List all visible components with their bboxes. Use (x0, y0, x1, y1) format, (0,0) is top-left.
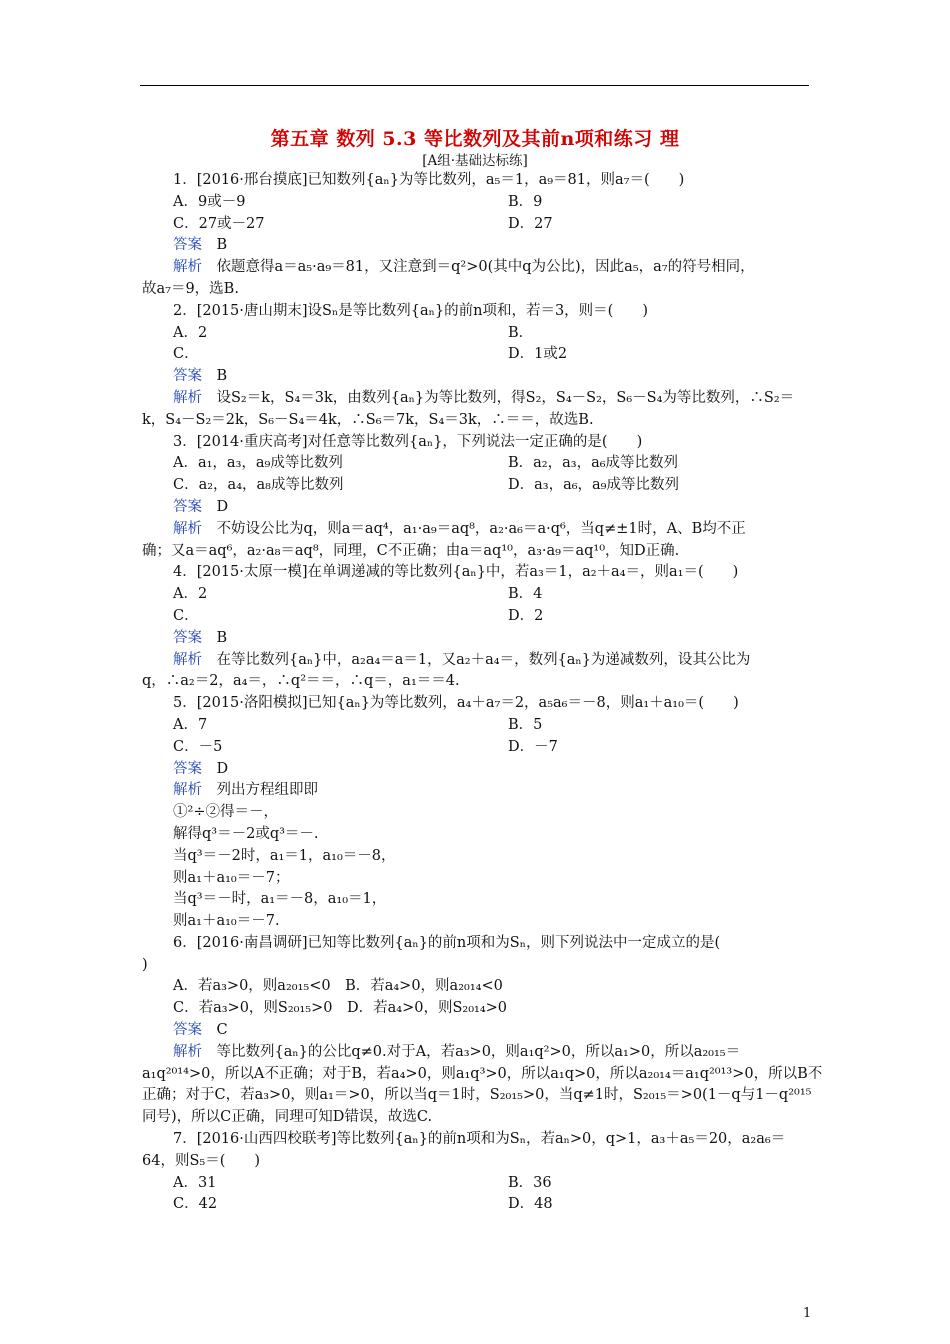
question-line (142, 693, 809, 715)
line-text: 故a₇＝9，选B. (142, 280, 239, 297)
line-text: 在等比数列{aₙ}中，a₂a₄＝a＝1，又a₂＋a₄＝，数列{aₙ}为递减数列，设其公比为 (202, 651, 751, 668)
text-line (142, 802, 809, 824)
answer-line (142, 497, 809, 519)
text-line (142, 279, 809, 301)
option-right: D．－7 (508, 738, 558, 755)
explanation-line (142, 519, 809, 541)
option-left: C． (173, 346, 199, 363)
answer-line (142, 759, 809, 781)
line-text: k，S₄－S₂＝2k，S₆－S₄＝4k，∴S₆＝7k，S₄＝3k，∴＝＝，故选B. (142, 411, 594, 428)
line-text: 则a₁＋a₁₀＝－7； (173, 869, 290, 886)
line-text: 正确；对于C，若a₃>0，则a₁＝>0，所以当q＝1时，S₂₀₁₅>0，当q≠1时，S₂₀₁₅＝>0(1－q与1－q²⁰¹⁵ (142, 1087, 812, 1104)
line-text: B (202, 237, 228, 254)
line-text: ①²÷②得＝－， (173, 804, 278, 821)
answer-label: 答案 (173, 629, 202, 646)
question-line (142, 1129, 809, 1151)
line-text: 3．[2014·重庆高考]对任意等比数列{aₙ}，下列说法一定正确的是( ) (173, 433, 643, 450)
line-text: 4．[2015·太原一模]在单调递减的等比数列{aₙ}中，若a₃＝1，a₂＋a₄＝，则a₁＝( ) (173, 564, 739, 581)
text-line (142, 955, 809, 977)
option-row (142, 1194, 809, 1216)
option-right: B．a₂，a₃，a₆成等比数列 (508, 455, 679, 472)
line-text: 列出方程组即即 (202, 782, 318, 799)
option-row (142, 584, 809, 606)
option-left: C．42 (173, 1196, 218, 1213)
text-line (142, 824, 809, 846)
text-line (142, 410, 809, 432)
line-text: 依题意得a＝a₅·a₉＝81，又注意到＝q²>0(其中q为公比)，因此a₅，a₇的符号相同， (202, 259, 755, 276)
text-line (142, 889, 809, 911)
option-right: B．9 (508, 193, 543, 210)
option-right: D．2 (508, 607, 544, 624)
page-title: 第五章 数列 5.3 等比数列及其前n项和练习 理 (270, 128, 680, 150)
line-text: 5．[2015·洛阳模拟]已知{aₙ}为等比数列，a₄＋a₇＝2，a₅a₆＝－8，则a₁＋a₁₀＝( ) (173, 695, 739, 712)
line-text: ) (142, 956, 148, 973)
line-text: 不妨设公比为q，则a＝aq⁴，a₁·a₉＝aq⁸，a₂·a₆＝a·q⁶，当q≠±1时，A、B均不正 (202, 520, 746, 537)
text-line (142, 671, 809, 693)
answer-label: 答案 (173, 498, 202, 515)
option-left: C．－5 (173, 738, 223, 755)
line-text: q，∴a₂＝2，a₄＝，∴q²＝＝，∴q＝，a₁＝＝4. (142, 673, 460, 690)
line-text: B (202, 629, 228, 646)
answer-label: 答案 (173, 1022, 202, 1039)
line-text: a₁q²⁰¹⁴>0，所以A不正确；对于B，若a₄>0，则a₁q³>0，所以a₁q>0，所以a₂₀₁₄＝a₁q²⁰¹³>0，所以B不 (142, 1065, 823, 1082)
question-line (142, 562, 809, 584)
line-text: 则a₁＋a₁₀＝－7. (173, 913, 280, 930)
option-left: A．2 (173, 324, 208, 341)
line-text: D (202, 498, 229, 515)
option-right: D．1或2 (508, 346, 568, 363)
question-line (142, 933, 809, 955)
option-row (142, 323, 809, 345)
explanation-line (142, 388, 809, 410)
option-row (142, 475, 809, 497)
line-text: A．若a₃>0，则a₂₀₁₅<0 B．若a₄>0，则a₂₀₁₄<0 (173, 978, 503, 995)
option-right: D．a₃，a₆，a₉成等比数列 (508, 477, 679, 494)
answer-line (142, 628, 809, 650)
option-right: D．27 (508, 215, 553, 232)
explanation-label: 解析 (173, 259, 202, 276)
text-line (142, 1085, 812, 1107)
explanation-line (142, 780, 809, 802)
answer-label: 答案 (173, 760, 202, 777)
line-text: 2．[2015·唐山期末]设Sₙ是等比数列{aₙ}的前n项和，若＝3，则＝( ) (173, 302, 649, 319)
line-text: 64，则S₅＝( ) (142, 1152, 261, 1169)
explanation-label: 解析 (173, 782, 202, 799)
line-text: 解得q³＝－2或q³＝－. (173, 825, 319, 842)
text-line (142, 1151, 809, 1173)
option-right: B． (508, 324, 534, 341)
option-right: B．36 (508, 1174, 552, 1191)
answer-label: 答案 (173, 237, 202, 254)
option-row (142, 214, 809, 236)
text-line (142, 868, 809, 890)
answer-line (142, 366, 809, 388)
option-left: A．7 (173, 716, 208, 733)
line-text: 等比数列{aₙ}的公比q≠0.对于A，若a₃>0，则a₁q²>0，所以a₁>0，所以a₂₀₁₅＝ (202, 1043, 741, 1060)
line-text: 确；又a＝aq⁶，a₂·a₈＝aq⁸，同理，C不正确；由a＝aq¹⁰，a₃·a₉＝aq¹⁰，知D正确. (142, 542, 680, 559)
option-left: A．31 (173, 1174, 217, 1191)
explanation-line (142, 650, 809, 672)
text-line (142, 976, 809, 998)
exercise-content (142, 170, 823, 1216)
option-row (142, 192, 809, 214)
line-text: 当q³＝－2时，a₁＝1，a₁₀＝－8， (173, 847, 396, 864)
explanation-line (142, 257, 809, 279)
explanation-label: 解析 (173, 389, 202, 406)
explanation-line (142, 1042, 809, 1064)
explanation-label: 解析 (173, 520, 202, 537)
answer-line (142, 235, 809, 257)
text-line (142, 541, 809, 563)
text-line (142, 1064, 823, 1086)
section-subtitle: [A组·基础达标练] (422, 153, 528, 169)
question-line (142, 432, 809, 454)
option-row (142, 715, 809, 737)
text-line (142, 998, 809, 1020)
line-text: 当q³＝－时，a₁＝－8，a₁₀＝1， (173, 891, 387, 908)
option-row (142, 453, 809, 475)
option-left: C．27或－27 (173, 215, 265, 232)
text-line (142, 911, 809, 933)
option-right: D．48 (508, 1196, 553, 1213)
option-left: A．2 (173, 586, 208, 603)
line-text: C．若a₃>0，则S₂₀₁₅>0 D．若a₄>0，则S₂₀₁₄>0 (173, 1000, 508, 1017)
option-row (142, 1173, 809, 1195)
option-right: B．4 (508, 586, 543, 603)
option-right: B．5 (508, 716, 543, 733)
line-text: 7．[2016·山西四校联考]等比数列{aₙ}的前n项和为Sₙ，若aₙ>0，q>1，a₃＋a₅＝20，a₂a₆＝ (173, 1131, 786, 1148)
option-row (142, 344, 809, 366)
option-row (142, 737, 809, 759)
line-text: 6．[2016·南昌调研]已知等比数列{aₙ}的前n项和为Sₙ，则下列说法中一定成立的是( (173, 934, 721, 951)
line-text: D (202, 760, 229, 777)
option-left: C．a₂，a₄，a₈成等比数列 (173, 477, 344, 494)
line-text: B (202, 368, 228, 385)
line-text: C (202, 1022, 228, 1039)
explanation-label: 解析 (173, 1043, 202, 1060)
line-text: 设S₂＝k，S₄＝3k，由数列{aₙ}为等比数列，得S₂，S₄－S₂，S₆－S₄为等比数列，∴S₂＝ (202, 389, 795, 406)
question-line (142, 301, 809, 323)
text-line (142, 846, 809, 868)
line-text: 同号)，所以C正确，同理可知D错误，故选C. (142, 1109, 433, 1126)
header-rule (140, 85, 809, 86)
answer-line (142, 1020, 809, 1042)
option-row (142, 606, 809, 628)
text-line (142, 1107, 809, 1129)
option-left: A．9或－9 (173, 193, 246, 210)
question-line (142, 170, 809, 192)
option-left: C． (173, 607, 199, 624)
explanation-label: 解析 (173, 651, 202, 668)
page-number: 1 (803, 1306, 812, 1321)
answer-label: 答案 (173, 368, 202, 385)
option-left: A．a₁，a₃，a₉成等比数列 (173, 455, 343, 472)
line-text: 1．[2016·邢台摸底]已知数列{aₙ}为等比数列，a₅＝1，a₉＝81，则a₇＝( ) (173, 172, 685, 188)
